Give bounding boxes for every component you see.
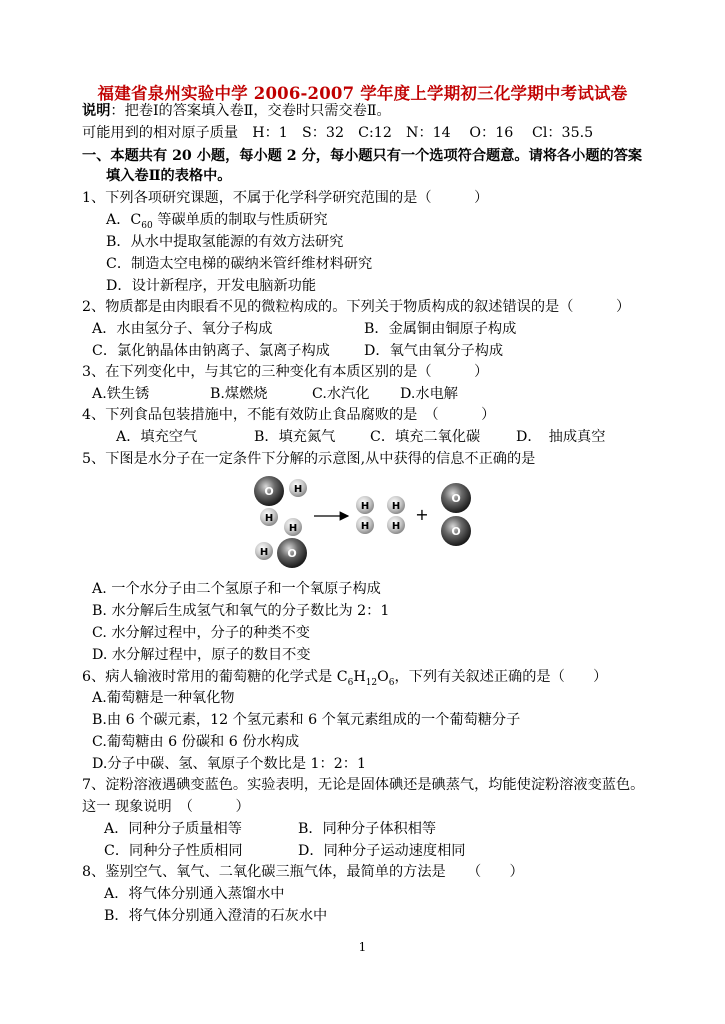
instructions xyxy=(82,102,391,120)
q1-option-d: D．设计新程序，开发电脑新功能 xyxy=(106,278,317,294)
q7-option-c: C．同种分子性质相同 xyxy=(104,843,243,859)
q2-option-c: C．氯化钠晶体由钠离子、氯离子构成 xyxy=(92,343,330,359)
q3-option-a: A.铁生锈 xyxy=(92,386,150,402)
q6-option-a: A.葡萄糖是一种氧化物 xyxy=(92,690,235,706)
q1-option-c: C．制造太空电梯的碳纳米管纤维材料研究 xyxy=(106,256,373,272)
hydrogen-label: H xyxy=(264,513,274,524)
hydrogen-label: H xyxy=(360,521,370,532)
water-molecule-bottom xyxy=(255,518,307,568)
q8-option-a: A．将气体分别通入蒸馏水中 xyxy=(104,886,285,902)
water-decomposition-diagram xyxy=(250,474,490,574)
hydrogen-molecule-left xyxy=(356,496,374,534)
q4-option-d: D． 抽成真空 xyxy=(516,429,606,445)
hydrogen-label: H xyxy=(288,523,298,534)
hydrogen-label: H xyxy=(391,521,401,532)
q6-option-d: D.分子中碳、氢、氧原子个数比是 1：2：1 xyxy=(92,756,366,772)
q7-option-d: D．同种分子运动速度相同 xyxy=(298,843,466,859)
q3-option-c: C.水汽化 xyxy=(312,386,370,402)
q3-option-d: D.水电解 xyxy=(400,386,458,402)
q3-stem: 3、在下列变化中，与其它的三种变化有本质区别的是（ ） xyxy=(82,364,489,380)
q1-option-a xyxy=(106,211,328,235)
q6-stem-text-cont: ，下列有关叙述正确的是（ ） xyxy=(394,669,608,685)
page-number: 1 xyxy=(358,940,367,954)
q2-option-a: A．水由氢分子、氧分子构成 xyxy=(92,321,273,337)
instructions-text: ：把卷Ⅰ的答案填入卷Ⅱ，交卷时只需交卷Ⅱ。 xyxy=(110,103,391,119)
hydrogen-label: H xyxy=(259,547,269,558)
q2-option-d: D．氧气由氧分子构成 xyxy=(364,343,504,359)
q6-stem-text: 6、病人输液时常用的葡萄糖的化学式是 C xyxy=(82,669,348,685)
q6-formula-sub: 12 xyxy=(365,677,378,688)
q1-stem: 1、下列各项研究课题，不属于化学科学研究范围的是（ ） xyxy=(82,190,489,206)
oxygen-label: O xyxy=(451,525,461,538)
hydrogen-label: H xyxy=(391,501,401,512)
q3-option-b: B.煤燃烧 xyxy=(210,386,268,402)
q6-formula-sub: 6 xyxy=(388,677,395,688)
q1-a-text-cont: 等碳单质的制取与性质研究 xyxy=(152,212,328,228)
q6-option-b: B.由 6 个碳元素，12 个氢元素和 6 个氧元素组成的一个葡萄糖分子 xyxy=(92,712,521,728)
section1-heading: 一、本题共有 20 小题，每小题 2 分，每小题只有一个选项符合题意。请将各小题的答案 xyxy=(82,148,643,164)
oxygen-molecule xyxy=(441,483,471,546)
q8-stem: 8、鉴别空气、氧气、二氧化碳三瓶气体，最简单的方法是 （ ） xyxy=(82,864,524,880)
q6-option-c: C.葡萄糖由 6 份碳和 6 份水构成 xyxy=(92,734,300,750)
q6-formula-sub: 6 xyxy=(347,677,354,688)
q5-option-a: A. 一个水分子由二个氢原子和一个氧原子构成 xyxy=(92,581,381,597)
q1-a-text: A．C xyxy=(106,212,142,228)
oxygen-label: O xyxy=(287,547,297,560)
q5-option-b: B. 水分解后生成氢气和氧气的分子数比为 2：1 xyxy=(92,603,390,619)
q7-option-b: B．同种分子体积相等 xyxy=(298,821,437,837)
instructions-label: 说明 xyxy=(82,103,111,119)
page-title: 福建省泉州实验中学 2006-2007 学年度上学期初三化学期中考试试卷 xyxy=(97,84,628,103)
q4-option-a: A．填充空气 xyxy=(116,429,198,445)
q6-formula-h: H xyxy=(353,669,366,685)
q7-option-a: A．同种分子质量相等 xyxy=(104,821,242,837)
q5-stem: 5、下图是水分子在一定条件下分解的示意图,从中获得的信息不正确的是 xyxy=(82,451,536,467)
q1-option-b: B．从水中提取氢能源的有效方法研究 xyxy=(106,234,344,250)
oxygen-label: O xyxy=(451,492,461,505)
q4-option-b: B．填充氮气 xyxy=(254,429,336,445)
water-molecule-top xyxy=(254,476,307,526)
q2-stem: 2、物质都是由肉眼看不见的微粒构成的。下列关于物质构成的叙述错误的是（ ） xyxy=(82,299,631,315)
oxygen-label: O xyxy=(264,485,274,498)
q8-option-b: B．将气体分别通入澄清的石灰水中 xyxy=(104,908,328,924)
q7-stem: 7、淀粉溶液遇碘变蓝色。实验表明，无论是固体碘还是碘蒸气，均能使淀粉溶液变蓝色。 xyxy=(82,777,645,793)
q7-stem-cont: 这一 现象说明 （ ） xyxy=(82,799,250,815)
q1-a-subscript: 60 xyxy=(141,220,153,231)
hydrogen-label: H xyxy=(293,484,303,495)
hydrogen-molecule-right xyxy=(387,496,405,534)
q5-option-d: D. 水分解过程中，原子的数目不变 xyxy=(92,647,311,663)
section1-heading-cont: 填入卷Ⅱ的表格中。 xyxy=(106,168,232,184)
q2-option-b: B．金属铜由铜原子构成 xyxy=(364,321,517,337)
atomic-masses: 可能用到的相对原子质量 H：1 S：32 C:12 N：14 O：16 Cl：35.5 xyxy=(82,125,594,141)
q4-option-c: C．填充二氧化碳 xyxy=(370,429,481,445)
hydrogen-label: H xyxy=(360,501,370,512)
q4-stem: 4、下列食品包装措施中，不能有效防止食品腐败的是 （ ） xyxy=(82,407,496,423)
q6-formula-o: O xyxy=(377,669,389,685)
plus-sign: + xyxy=(415,505,429,524)
q5-option-c: C. 水分解过程中，分子的种类不变 xyxy=(92,625,310,641)
